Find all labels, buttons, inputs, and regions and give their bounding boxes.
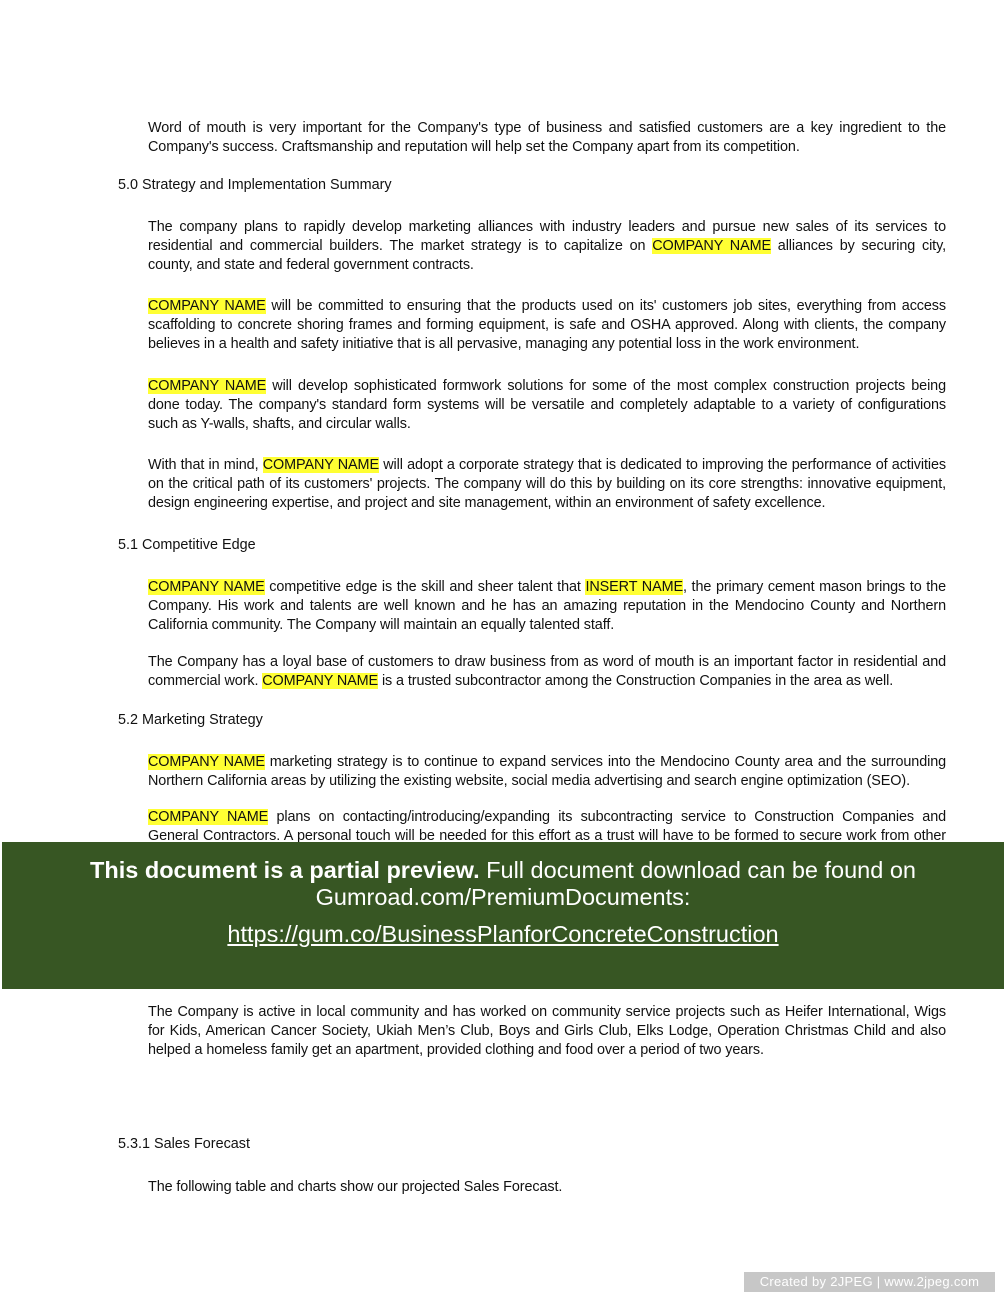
highlight-company-name: COMPANY NAME bbox=[262, 673, 379, 689]
paragraph-formwork: COMPANY NAME will develop sophisticated formwork solutions for some of the most complex construction projects being done today. The company's standard form systems will be versatile and completely adaptable to a variety of configurations such as Y-walls, shafts, and circular walls. bbox=[148, 378, 946, 432]
highlight-company-name: COMPANY NAME bbox=[262, 457, 379, 473]
paragraph-safety: COMPANY NAME will be committed to ensuring that the products used on its' customers job sites, everything from access scaffolding to concrete shoring frames and forming equipment, is safe and OSHA approved. Along with clients, the company believes in a health and safety initiative that is all pervasive, managing any potential loss in the work environment. bbox=[148, 298, 946, 352]
heading-5-1: 5.1 Competitive Edge bbox=[118, 537, 256, 553]
download-link[interactable]: https://gum.co/BusinessPlanforConcreteConstruction bbox=[227, 921, 779, 947]
banner-text: Full document download can be found on Gumroad.com/PremiumDocuments: bbox=[315, 857, 916, 910]
paragraph-competitive-edge: COMPANY NAME competitive edge is the skill and sheer talent that INSERT NAME, the primary cement mason brings to the Company. His work and talents are well known and he has an amazing reputation in the Mendocino County and Northern California community. The Company will maintain an equally talented staff. bbox=[148, 579, 946, 633]
highlight-company-name: COMPANY NAME bbox=[148, 298, 266, 314]
paragraph-sales-forecast: The following table and charts show our projected Sales Forecast. bbox=[148, 1179, 563, 1195]
highlight-company-name: COMPANY NAME bbox=[652, 238, 771, 254]
paragraph-loyal-base: The Company has a loyal base of customers to draw business from as word of mouth is an important factor in residential and commercial work. COMPANY NAME is a trusted subcontractor among the Construction Companies in the area as well. bbox=[148, 654, 946, 689]
highlight-company-name: COMPANY NAME bbox=[148, 754, 265, 770]
highlight-company-name: COMPANY NAME bbox=[148, 579, 265, 595]
paragraph-contacting: COMPANY NAME plans on contacting/introducing/expanding its subcontracting service to Construction Companies and General Contractors. A personal touch will be needed for this effort as a trust will have to be formed to secure work from other bbox=[148, 809, 946, 842]
watermark-label: Created by 2JPEG | www.2jpeg.com bbox=[744, 1272, 995, 1292]
highlight-company-name: COMPANY NAME bbox=[148, 378, 267, 394]
highlight-insert-name: INSERT NAME bbox=[585, 579, 683, 595]
highlight-company-name: COMPANY NAME bbox=[148, 809, 269, 825]
banner-bold-text: This document is a partial preview. bbox=[90, 857, 480, 883]
paragraph-marketing-strategy: COMPANY NAME marketing strategy is to continue to expand services into the Mendocino County area and the surrounding Northern California areas by utilizing the existing website, social media advertising and search engine optimization (SEO). bbox=[148, 754, 947, 789]
paragraph-marketing-alliances: The company plans to rapidly develop marketing alliances with industry leaders and pursue new sales of its services to residential and commercial builders. The market strategy is to capitalize on COMPANY NAME alliances by securing city, county, and state and federal government contracts. bbox=[148, 219, 946, 273]
heading-5-0: 5.0 Strategy and Implementation Summary bbox=[118, 177, 392, 193]
heading-5-3-1: 5.3.1 Sales Forecast bbox=[118, 1136, 250, 1152]
preview-banner bbox=[2, 842, 1004, 989]
banner-message bbox=[2, 857, 1004, 911]
paragraph-word-of-mouth: Word of mouth is very important for the Company's type of business and satisfied customers are a key ingredient to the Company's success. Craftsmanship and reputation will help set the Company apart from its competition. bbox=[148, 120, 946, 155]
paragraph-contacting-clip bbox=[148, 808, 946, 842]
paragraph-community: The Company is active in local community and has worked on community service projects such as Heifer International, Wigs for Kids, American Cancer Society, Ukiah Men’s Club, Boys and Girls Club, Elks Lodge, Operation Christmas Child and also helped a homeless family get an apartment, provided clothing and food over a period of two years. bbox=[148, 1004, 946, 1058]
paragraph-corporate-strategy: With that in mind, COMPANY NAME will adopt a corporate strategy that is dedicated to improving the performance of activities on the critical path of its customers' projects. The company will do this by building on its core strengths: innovative equipment, design engineering expertise, and project and site management, within an environment of safety excellence. bbox=[148, 457, 946, 511]
heading-5-2: 5.2 Marketing Strategy bbox=[118, 712, 263, 728]
